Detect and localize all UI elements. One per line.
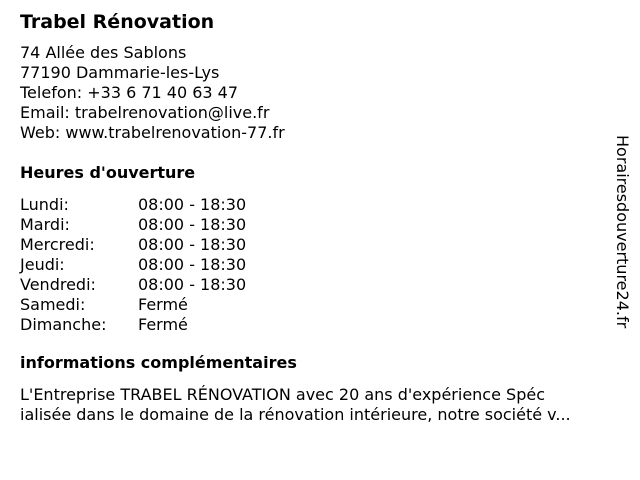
hours-row-thursday xyxy=(20,255,320,275)
hours-row-monday xyxy=(20,195,320,215)
additional-info-heading: informations complémentaires xyxy=(20,353,297,372)
address-street: 74 Allée des Sablons xyxy=(20,43,187,62)
address-city: 77190 Dammarie-les-Lys xyxy=(20,63,220,82)
hours-time: 08:00 - 18:30 xyxy=(138,195,247,214)
hours-time: Fermé xyxy=(138,295,188,314)
hours-time: 08:00 - 18:30 xyxy=(138,215,247,234)
email-line: Email: trabelrenovation@live.fr xyxy=(20,103,270,122)
hours-row-friday xyxy=(20,275,320,295)
hours-time: 08:00 - 18:30 xyxy=(138,255,247,274)
hours-row-tuesday xyxy=(20,215,320,235)
hours-day: Lundi: xyxy=(20,195,69,214)
hours-row-wednesday xyxy=(20,235,320,255)
hours-day: Dimanche: xyxy=(20,315,107,334)
additional-info-text xyxy=(20,385,620,425)
phone-line: Telefon: +33 6 71 40 63 47 xyxy=(20,83,239,102)
web-line: Web: www.trabelrenovation-77.fr xyxy=(20,123,285,142)
hours-day: Mardi: xyxy=(20,215,70,234)
description-line: L'Entreprise TRABEL RÉNOVATION avec 20 ans d'expérience Spéc xyxy=(20,385,545,404)
hours-day: Vendredi: xyxy=(20,275,96,294)
hours-day: Jeudi: xyxy=(20,255,65,274)
hours-time: Fermé xyxy=(138,315,188,334)
opening-hours-list xyxy=(20,195,320,335)
contact-block xyxy=(20,43,285,143)
opening-hours-heading: Heures d'ouverture xyxy=(20,163,196,182)
site-watermark: Horairesdouverture24.fr xyxy=(613,135,632,329)
hours-time: 08:00 - 18:30 xyxy=(138,235,247,254)
business-name: Trabel Rénovation xyxy=(20,11,215,33)
hours-row-saturday xyxy=(20,295,320,315)
hours-time: 08:00 - 18:30 xyxy=(138,275,247,294)
hours-day: Samedi: xyxy=(20,295,86,314)
hours-row-sunday xyxy=(20,315,320,335)
hours-day: Mercredi: xyxy=(20,235,95,254)
description-line: ialisée dans le domaine de la rénovation intérieure, notre société v... xyxy=(20,405,571,424)
